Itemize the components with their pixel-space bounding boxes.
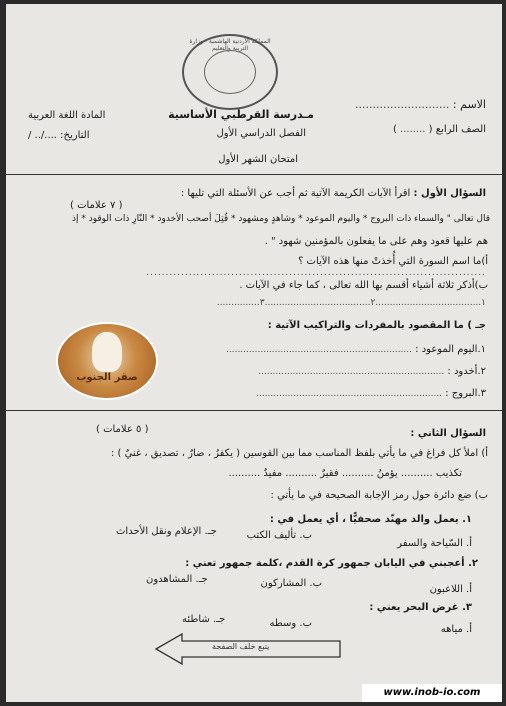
- section-divider: [6, 410, 502, 411]
- q2-item2-option-c: جـ. المشاهدون: [146, 574, 208, 585]
- q2-item1-option-a: أ. السّياحة والسفر: [397, 538, 472, 549]
- name-field: [355, 98, 486, 111]
- seal-caption: المملكة الأردنية الهاشمية - وزارة التربية والتعليم: [189, 38, 271, 52]
- q2-part-b: ب) ضع دائرة حول رمز الإجابة الصحيحة في ما يأتي :: [270, 490, 488, 501]
- q1-title: السؤال الأول :: [413, 188, 486, 199]
- badge-text: صقر الجنوب: [76, 372, 138, 383]
- q2-part-a: أ) املأ كل فراغ في ما يأتي بلفظ المناسب مما بين القوسين ( يكفرُ ، ضارٌ ، تصديق ، غنيٌ ) :: [110, 448, 488, 459]
- q1-part-b-answer-line: ١.....................................٢.....................................٣...............: [216, 298, 486, 308]
- school-name: مـدرسة القرطبي الأساسية: [168, 108, 314, 121]
- q1-c2-dots: .................................................................: [258, 367, 445, 377]
- website-watermark: www.inob-io.com: [362, 684, 502, 702]
- q1-c3-label: ٣.البروج :: [445, 388, 486, 399]
- q2-item1-option-b: ب. تأليف الكتب: [246, 530, 312, 541]
- name-label: الاسم :: [452, 98, 486, 111]
- q1-part-a-answer-line: ........................................................................................: [146, 268, 486, 278]
- q2-item3-option-a: أ. مياهه: [440, 624, 472, 635]
- q1-part-a: أ)ما اسم السورة التي أُخذتْ منها هذه الآيات ؟: [298, 256, 488, 267]
- q1-part-b: ب)أذكر ثلاثة أشياء أقسم بها الله تعالى ، كما جاء في الآيات .: [239, 280, 488, 291]
- q2-item2-option-b: ب. المشاركون: [260, 578, 322, 589]
- exam-paper: [6, 4, 502, 702]
- exam-title: امتحان الشهر الأول: [218, 154, 298, 165]
- q1-c1: [226, 344, 486, 355]
- q2-item2-stem: ٢. أعجبني في اليابان جمهور كرة القدم ،كلمة جمهور تعني :: [185, 558, 478, 569]
- ministry-seal-logo: [182, 34, 278, 110]
- falcon-badge-logo: [56, 322, 158, 400]
- q1-c2-label: ٢.أخدود :: [447, 366, 486, 377]
- q1-c3: [256, 388, 486, 399]
- class-dots: ........: [400, 124, 426, 135]
- q1-marks: ( ٧ علامات ): [70, 200, 123, 211]
- q2-title: السؤال الثاني :: [410, 428, 486, 439]
- semester-label: الفصل الدراسي الأول: [216, 128, 306, 139]
- crown-emblem-icon: [204, 50, 256, 94]
- subject-label: المادة اللغة العربية: [28, 110, 106, 121]
- q1-c3-dots: .................................................................: [256, 389, 443, 399]
- q1-instruction: اقرأ الآيات الكريمة الآتية ثم أجب عن الأسئلة التي تليها :: [180, 188, 411, 199]
- class-label: الصف الرابع (: [428, 124, 486, 135]
- q2-item1-option-c: جـ. الإعلام ونقل الأحداث: [116, 526, 217, 537]
- turn-page-arrow: [154, 632, 344, 666]
- name-dots: ...........................: [355, 98, 450, 111]
- q2-marks: ( ٥ علامات ): [96, 424, 149, 435]
- date-label: التاريخ: ..../.. /: [28, 130, 90, 141]
- q1-verse-line1: قال تعالى " والسماء ذات البروج * واليوم الموعود * وشاهدٍ ومشهود * قُتِلَ أصحب الأخدود * النّارِ ذات الوقود * إذ: [71, 214, 490, 224]
- q2-item3-option-c: جـ. شاطئه: [182, 614, 226, 625]
- header-divider: [6, 174, 502, 175]
- q2-item3-option-b: ب. وسطه: [269, 618, 312, 629]
- q1-c1-dots: .................................................................: [226, 345, 412, 355]
- class-close: ): [392, 124, 397, 135]
- q2-word-bank: تكذيب .......... يؤمنُ .......... فقيرٌ .......... مفيدٌ ..........: [228, 468, 462, 479]
- q2-item2-option-a: أ. اللاعبون: [429, 584, 472, 595]
- q1-part-c: جـ ) ما المقصود بالمفردات والتراكيب الآتية :: [267, 320, 486, 331]
- q1-c1-label: ١.اليوم الموعود :: [415, 344, 486, 355]
- falcon-icon: [92, 332, 122, 372]
- q2-item3-stem: ٣. غرض البحر يعني :: [369, 602, 472, 613]
- turn-page-label: يتبع خلف الصفحة: [212, 642, 270, 651]
- class-field: [393, 124, 486, 135]
- q1-verse-line2: هم عليها قعود وهم على ما يفعلون بالمؤمنين شهود " .: [264, 236, 488, 247]
- q1-c2: [258, 366, 486, 377]
- q1-header: [181, 188, 486, 199]
- q2-item1-stem: ١. يعمل والد مهنّد صحفيًّا ، أي يعمل في :: [269, 514, 472, 525]
